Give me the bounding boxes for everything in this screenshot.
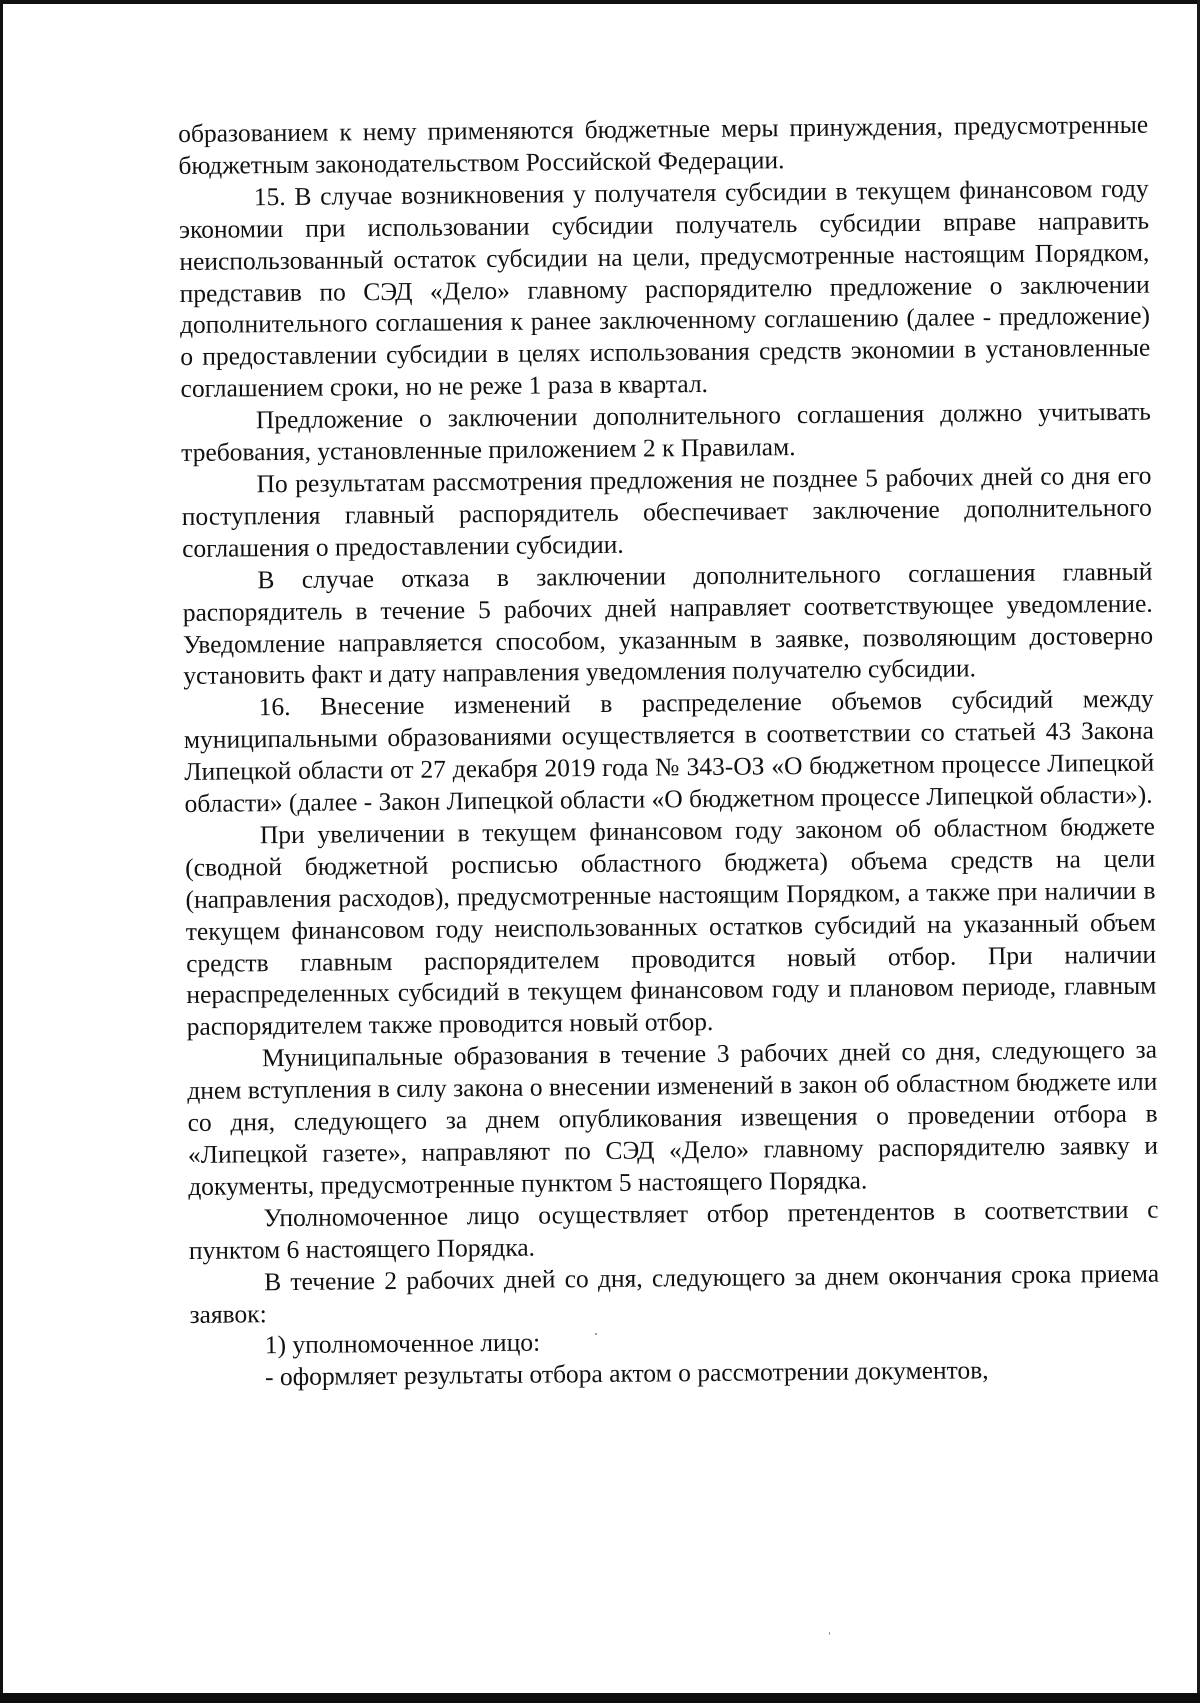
paragraph-deadline: В течение 2 рабочих дней со дня, следующего за днем окончания срока приема заявок: [189, 1258, 1160, 1329]
paragraph-item-15: 15. В случае возникновения у получателя субсидии в текущем финансовом году экономии при использовании субсидии получатель субсидии вправе направить неиспользованный остаток субсидии на цели, предусмотренные настоящим Порядком, представив по СЭД «Дело» главному распорядителю предложение о заключении дополнительного соглашения к ранее заключенному соглашению (далее - предложение) о предоставлении субсидии в целях использования средств экономии в установленные соглашением сроки, но не реже 1 раза в квартал. [178, 173, 1151, 404]
paragraph-review-results: По результатам рассмотрения предложения не позднее 5 рабочих дней со дня его поступления главный распорядитель обеспечивает заключение дополнительного соглашения о предоставлении субсидии. [181, 460, 1152, 563]
paragraph-selection: Уполномоченное лицо осуществляет отбор претендентов в соответствии с пунктом 6 настоящего Порядка. [188, 1194, 1159, 1265]
document-body [178, 109, 1160, 1395]
paragraph-increase: При увеличении в текущем финансовом году законом об областном бюджете (сводной бюджетной росписью областного бюджета) объема средств на цели (направления расходов), предусмотренные настоящим Порядком, а также при наличии в текущем финансовом году неиспользованных остатков субсидий на указанный объем средств главным распорядителем проводится новый отбор. При наличии нераспределенных субсидий в текущем финансовом году и плановом периоде, главным распорядителем также проводится новый отбор. [185, 811, 1157, 1042]
scan-border-left [0, 0, 3, 1703]
list-item-act: - оформляет результаты отбора актом о рассмотрении документов, [264, 1355, 989, 1392]
scan-border-bottom [0, 1693, 1200, 1703]
paragraph-municipal-submission: Муниципальные образования в течение 3 рабочих дней со дня, следующего за днем вступления в силу закона о внесении изменений в закон об областном бюджете или со дня, следующего за днем опубликования извещения о проведении отбора в «Липецкой газете», направляют по СЭД «Дело» главному распорядителю заявку и документы, предусмотренные пунктом 5 настоящего Порядка. [187, 1034, 1159, 1201]
paragraph-proposal-requirements: Предложение о заключении дополнительного соглашения должно учитывать требования, установленные приложением 2 к Правилам. [181, 396, 1151, 468]
list-item-authorized-person: 1) уполномоченное лицо: [264, 1328, 541, 1360]
scan-speck [829, 1632, 830, 1635]
scan-border-top [0, 0, 1200, 4]
paragraph-continuation: образованием к нему применяются бюджетные меры принуждения, предусмотренные бюджетным законодательством Российской Федерации. [178, 109, 1149, 180]
scan-speck [595, 1333, 597, 1335]
paragraph-item-16: 16. Внесение изменений в распределение объемов субсидий между муниципальными образованиями осуществляется в соответствии со статьей 43 Закона Липецкой области от 27 декабря 2019 года № 343-ОЗ «О бюджетном процессе Липецкой области» (далее - Закон Липецкой области «О бюджетном процессе Липецкой области»). [183, 683, 1155, 818]
paragraph-refusal: В случае отказа в заключении дополнительного соглашения главный распорядитель в течение 5 рабочих дней направляет соответствующее уведомление. Уведомление направляется способом, указанным в заявке, позволяющим достоверно установить факт и дату направления уведомления получателю субсидии. [182, 556, 1154, 691]
